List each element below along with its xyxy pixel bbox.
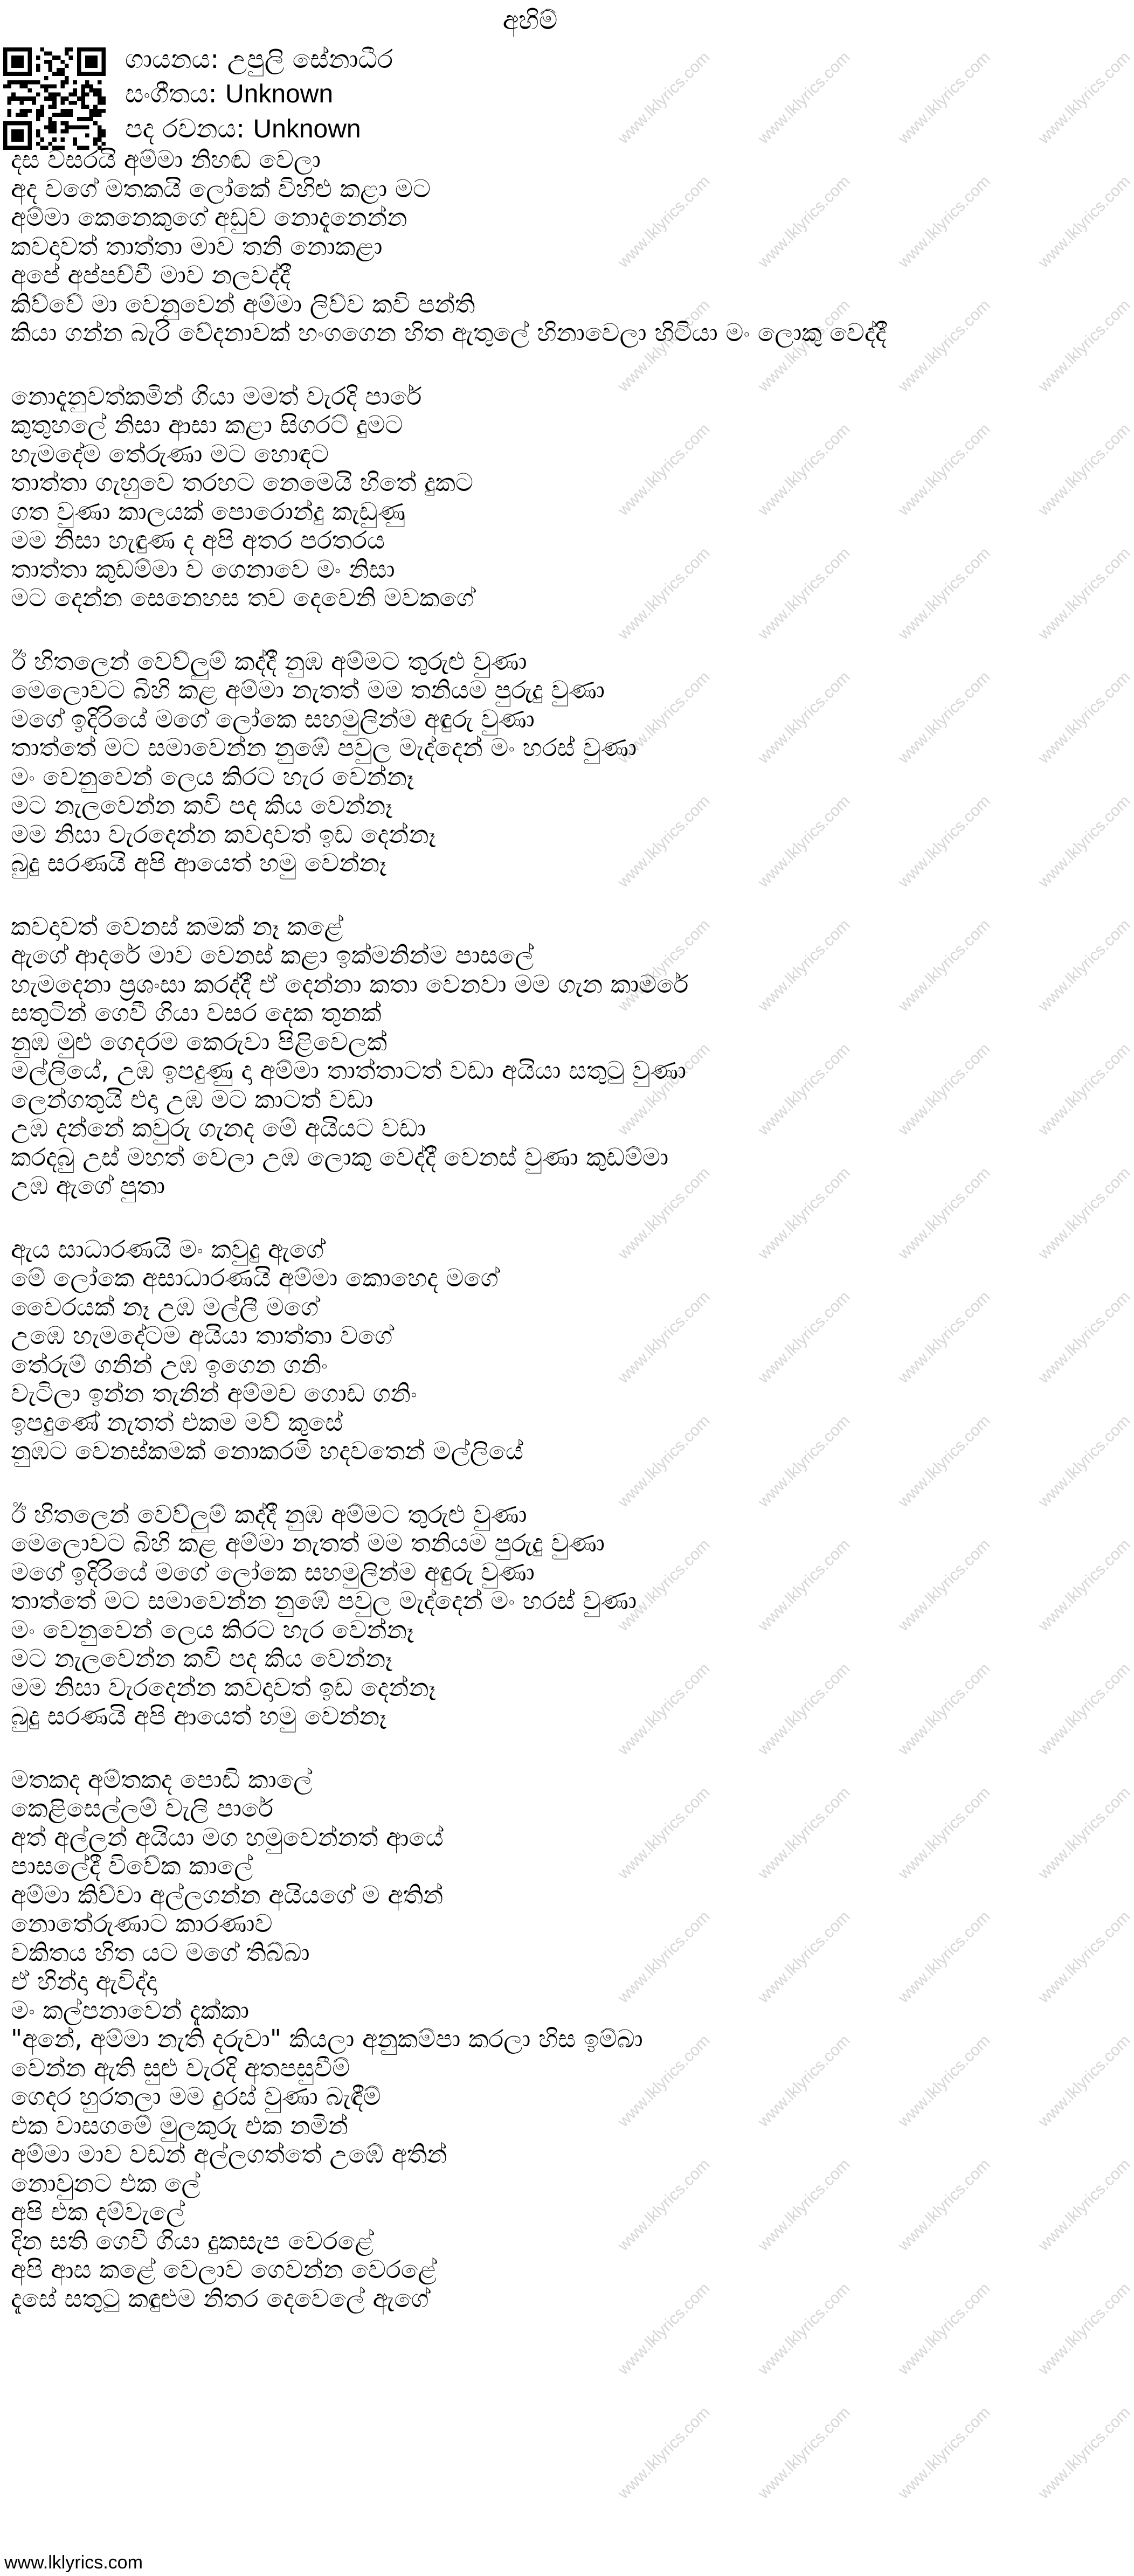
watermark-text: www.lklyrics.com <box>755 1287 854 1387</box>
watermark-text: www.lklyrics.com <box>895 668 994 767</box>
watermark-text: www.lklyrics.com <box>614 2031 714 2131</box>
lyric-line: ඊ හිතලෙන් වෙව්ලුම් කද්දී නුඹ අම්මට තුරුළු වුණා <box>11 1499 527 1529</box>
lyric-line: තාත්තා කුඩම්මා ව ගෙනාවෙ මං නිසා <box>11 554 395 584</box>
watermark-text: www.lklyrics.com <box>1035 1783 1134 1883</box>
lyric-line: උඹෙ හැමදේටම අයියා තාත්තා වගේ <box>11 1321 393 1350</box>
watermark-text: www.lklyrics.com <box>755 1411 854 1511</box>
lyric-line: පාසලේදී විවේක කාලේ <box>11 1851 253 1880</box>
watermark-text: www.lklyrics.com <box>614 1411 714 1511</box>
watermark-text: www.lklyrics.com <box>895 1040 994 1139</box>
lyricist-line <box>125 112 393 147</box>
watermark-text: www.lklyrics.com <box>614 1164 714 1263</box>
watermark-text: www.lklyrics.com <box>1035 172 1134 272</box>
watermark-text: www.lklyrics.com <box>1035 1535 1134 1635</box>
lyric-line: නොවුනට එක ලේ <box>11 2168 200 2198</box>
watermark-text: www.lklyrics.com <box>755 2155 854 2255</box>
watermark-text: www.lklyrics.com <box>1035 2403 1134 2503</box>
lyric-line: අද වගේ මතකයි ලෝකේ විහිළු කළා මට <box>11 174 431 203</box>
watermark-text: www.lklyrics.com <box>755 296 854 396</box>
lyric-line: වෛරයක් නෑ උඹ මල්ලී මගේ <box>11 1292 319 1321</box>
lyric-line: සතුටින් ගෙවී ගියා වසර දෙක තුනක් <box>11 998 382 1027</box>
qr-code-icon[interactable] <box>3 47 106 150</box>
watermark-text: www.lklyrics.com <box>614 48 714 148</box>
watermark-text: www.lklyrics.com <box>614 1040 714 1139</box>
watermark-text: www.lklyrics.com <box>895 2279 994 2379</box>
lyric-line: මල්ලියේ, උඹ ඉපදුණු දා අම්මා තාත්තාටත් වඩා අයියා සතුටු වුණා <box>11 1056 687 1085</box>
lyric-line: මෙලොවට බිහි කළ අම්මා නැතත් මම තනියම පුරුදු වුණා <box>11 675 605 704</box>
lyric-line: උඹ දන්නේ කවුරු ගැනද මේ අයියට වඩා <box>11 1113 426 1142</box>
watermark-text: www.lklyrics.com <box>1035 48 1134 148</box>
watermark-text: www.lklyrics.com <box>755 544 854 643</box>
lyric-line: ගෙදර හුරතලා මම දුරස් වුණා බැඳීම් <box>11 2082 381 2111</box>
watermark-text: www.lklyrics.com <box>755 1164 854 1263</box>
watermark-text: www.lklyrics.com <box>755 420 854 520</box>
lyric-line: උඹ ඇගේ පුතා <box>11 1171 165 1200</box>
lyric-line: අපි එක දම්වැලේ <box>11 2197 185 2226</box>
music-label: සංගීතය: <box>125 79 217 109</box>
lyric-line: ඉපදුණේ නැතත් එකම මව් කුසේ <box>11 1407 343 1437</box>
watermark-text: www.lklyrics.com <box>895 2155 994 2255</box>
watermark-text: www.lklyrics.com <box>895 1164 994 1263</box>
watermark-text: www.lklyrics.com <box>1035 668 1134 767</box>
watermark-text: www.lklyrics.com <box>895 296 994 396</box>
lyric-line: කියා ගන්න බැරි වේදනාවක් හංගගෙන හිත ඇතුලේ හිනාවෙලා හිටියා මං ලොකු වෙද්දී <box>11 318 887 347</box>
lyric-line: මට නැලවෙන්න කවි පද කිය වෙන්නෑ <box>11 791 393 820</box>
watermark-text: www.lklyrics.com <box>895 916 994 1015</box>
watermark-text: www.lklyrics.com <box>755 668 854 767</box>
watermark-text: www.lklyrics.com <box>755 792 854 891</box>
watermark-text: www.lklyrics.com <box>614 1535 714 1635</box>
singer-label: ගායනය: <box>125 44 219 74</box>
stanza <box>11 1765 1055 2314</box>
watermark-text: www.lklyrics.com <box>895 2031 994 2131</box>
lyric-line: මට දෙන්න සෙනෙහස තව දෙවෙනි මවකගේ <box>11 583 474 612</box>
lyric-line: බුදු සරණයි අපි ආයෙත් හමු වෙන්නෑ <box>11 848 386 877</box>
lyric-line: මං වෙනුවෙන් ලෙය කිරට හැර වෙන්නෑ <box>11 1615 414 1644</box>
watermark-text: www.lklyrics.com <box>755 1040 854 1139</box>
watermark-text: www.lklyrics.com <box>755 1907 854 2007</box>
lyric-line: කරදබු උස් මහත් වෙලා උඹ ලොකු වෙද්දී වෙනස් වුණා කුඩම්මා <box>11 1142 669 1172</box>
lyric-line: අපේ අප්පච්චී මාව නලවද්දී <box>11 260 291 289</box>
lyric-line: තාත්තේ මට සමාවෙන්න නුඹේ පවුල මැද්දෙන් මං හරස් වුණා <box>11 733 637 762</box>
lyric-line: ඇය සාධාරණයි මං කවුදු ඇගේ <box>11 1234 324 1264</box>
lyricist-name: Unknown <box>253 115 361 143</box>
lyric-line: ගත වුණා කාලයක් පොරොන්දු කැඩුණු <box>11 496 406 526</box>
lyric-line: කෙළිසෙල්ලම් වැලි පාරේ <box>11 1793 274 1823</box>
music-line <box>125 77 393 112</box>
watermark-text: www.lklyrics.com <box>614 2155 714 2255</box>
lyric-line: අත් අල්ලන් අයියා මග හමුවෙන්නත් ආයේ <box>11 1822 444 1852</box>
lyrics-body <box>11 146 1055 2348</box>
stanza <box>11 912 1055 1201</box>
lyric-line: වකිතය හිත යට මගේ තිබ්බා <box>11 1937 310 1967</box>
watermark-text: www.lklyrics.com <box>614 668 714 767</box>
stanza <box>11 1235 1055 1466</box>
watermark-text: www.lklyrics.com <box>895 2403 994 2503</box>
watermark-text: www.lklyrics.com <box>614 172 714 272</box>
lyric-line: වැටිලා ඉන්න තැනින් අම්මච ගොඩ ගනිං <box>11 1379 417 1408</box>
watermark-text: www.lklyrics.com <box>1035 420 1134 520</box>
watermark-text: www.lklyrics.com <box>1035 1659 1134 1759</box>
stanza <box>11 1500 1055 1731</box>
watermark-text: www.lklyrics.com <box>1035 296 1134 396</box>
song-title: අහිම් <box>502 5 558 36</box>
lyric-line: මතකද අම්තකද පොඩි කාලේ <box>11 1764 313 1794</box>
singer-name: උපුලි සේනාධීර <box>227 44 393 74</box>
watermark-text: www.lklyrics.com <box>895 792 994 891</box>
watermark-text: www.lklyrics.com <box>755 2279 854 2379</box>
watermark-text: www.lklyrics.com <box>755 1783 854 1883</box>
watermark-text: www.lklyrics.com <box>755 1659 854 1759</box>
watermark-text: www.lklyrics.com <box>755 2031 854 2131</box>
watermark-text: www.lklyrics.com <box>755 1535 854 1635</box>
watermark-text: www.lklyrics.com <box>614 1907 714 2007</box>
watermark-text: www.lklyrics.com <box>614 544 714 643</box>
lyric-line: ඒ හින්දා ඇවිද්දා <box>11 1966 157 1996</box>
lyric-line: හැමදෙනා ප්‍රශංසා කරද්දී ඒ දෙන්නා කතා වෙනවා මම ගැන කාමරේ <box>11 969 689 999</box>
footer-site-url[interactable]: www.lklyrics.com <box>4 2552 143 2573</box>
watermark-text: www.lklyrics.com <box>614 1783 714 1883</box>
lyric-line: මේ ලෝකෙ අසාධාරණයි අම්මා කොහෙද මගේ <box>11 1263 499 1292</box>
watermark-text: www.lklyrics.com <box>1035 792 1134 891</box>
watermark-text: www.lklyrics.com <box>1035 1164 1134 1263</box>
lyric-line: මෙලොවට බිහි කළ අම්මා නැතත් මම තනියම පුරුදු වුණා <box>11 1528 605 1557</box>
lyric-line: මම නිසා වැරදෙන්න කවදාවත් ඉඩ දෙන්නෑ <box>11 1672 436 1702</box>
watermark-text: www.lklyrics.com <box>614 1287 714 1387</box>
lyric-line: ඇගේ ආදරේ මාව වෙනස් කළා ඉක්මනින්ම පාසලේ <box>11 940 534 970</box>
watermark-text: www.lklyrics.com <box>614 2403 714 2503</box>
lyric-line: මම නිසා වැරදෙන්න කවදාවත් ඉඩ දෙන්නෑ <box>11 819 436 849</box>
watermark-text: www.lklyrics.com <box>614 2279 714 2379</box>
watermark-text: www.lklyrics.com <box>614 1659 714 1759</box>
singer-line <box>125 42 393 77</box>
lyric-line: අපි ආස කළේ වෙලාව ගෙවන්න වෙරළේ <box>11 2255 437 2284</box>
lyric-line: ලෙන්ගතුයි එදා උඹ මට කාටත් වඩා <box>11 1084 374 1114</box>
stanza <box>11 146 1055 348</box>
watermark-text: www.lklyrics.com <box>895 1535 994 1635</box>
lyric-line: එක වාසගමේ මුලකුරු එක නමින් <box>11 2110 348 2140</box>
lyric-line: ඊ හිතලෙන් වෙව්ලුම් කද්දී නුඹ අම්මට තුරුළු වුණා <box>11 646 527 676</box>
watermark-text: www.lklyrics.com <box>1035 1287 1134 1387</box>
lyric-line: තාත්තා ගැහුවෙ තරහට නෙමෙයි හිතේ දුකට <box>11 468 474 497</box>
watermark-text: www.lklyrics.com <box>755 2403 854 2503</box>
lyric-line: නුඹට වෙනස්කමක් නොකරමි හදවතෙන් මල්ලියේ <box>11 1436 524 1465</box>
watermark-text: www.lklyrics.com <box>1035 2031 1134 2131</box>
watermark-text: www.lklyrics.com <box>895 544 994 643</box>
lyric-line: නොතේරුණාට කාරණාව <box>11 1909 273 1938</box>
lyric-line: මගේ ඉදිරියේ මගේ ලෝකෙ සහමුලින්ම අඳුරු වුණා <box>11 1557 535 1587</box>
lyric-line: මට නැලවෙන්න කවි පද කිය වෙන්නෑ <box>11 1644 393 1673</box>
lyric-line: මම නිසා හැඳුණ ද අපි අතර පරතරය <box>11 525 385 555</box>
watermark-text: www.lklyrics.com <box>895 172 994 272</box>
watermark-text: www.lklyrics.com <box>755 916 854 1015</box>
watermark-text: www.lklyrics.com <box>895 48 994 148</box>
watermark-text: www.lklyrics.com <box>895 1411 994 1511</box>
watermark-text: www.lklyrics.com <box>1035 544 1134 643</box>
watermark-text: www.lklyrics.com <box>755 48 854 148</box>
watermark-text: www.lklyrics.com <box>755 172 854 272</box>
lyric-line: අම්මා කෙනෙකුගේ අඩුව නොදැනෙන්න <box>11 203 407 232</box>
lyric-line: මං වෙනුවෙන් ලෙය කිරට හැර වෙන්නෑ <box>11 761 414 791</box>
lyric-line: කිව්වේ මා වෙනුවෙන් අම්මා ලිව්ව කවි පන්ති <box>11 289 475 318</box>
lyric-line: මගේ ඉදිරියේ මගේ ලෝකෙ සහමුලින්ම අඳුරු වුණා <box>11 704 535 733</box>
song-meta <box>125 42 393 147</box>
lyric-line: නොදැනුවත්කමින් ගියා මමත් වැරදි පාරේ <box>11 381 422 411</box>
watermark-text: www.lklyrics.com <box>895 420 994 520</box>
lyric-line: තේරුම් ගනින් උඹ ඉගෙන ගනිං <box>11 1349 328 1379</box>
lyric-line: තාත්තේ මට සමාවෙන්න නුඹේ පවුල මැද්දෙන් මං හරස් වුණා <box>11 1586 637 1615</box>
watermark-text: www.lklyrics.com <box>1035 1040 1134 1139</box>
watermark-text: www.lklyrics.com <box>614 916 714 1015</box>
stanza <box>11 647 1055 878</box>
lyric-line: "අනේ, අම්මා නැති දරුවා" කියලා අනුකම්පා කරලා හිස ඉම්බා <box>11 2024 643 2053</box>
lyric-line: වෙන්න ඇති සුළු වැරදි අතපසුවීම් <box>11 2053 350 2082</box>
lyric-line: හැමදේම තේරුණා මට හොඳට <box>11 439 329 468</box>
lyric-line: බුදු සරණයි අපි ආයෙත් හමු වෙන්නෑ <box>11 1701 386 1730</box>
watermark-text: www.lklyrics.com <box>1035 916 1134 1015</box>
lyricist-label: පද රචනය: <box>125 114 245 144</box>
watermark-text: www.lklyrics.com <box>895 1783 994 1883</box>
lyric-line: කවදාවත් වෙනස් කමක් නෑ කළේ <box>11 911 343 941</box>
lyric-line: දැසේ සතුටු කඳුළුම නිතර දෙවෙලේ ඇගේ <box>11 2283 429 2313</box>
lyric-line: මං කල්පනාවෙන් දැක්කා <box>11 1995 250 2025</box>
watermark-text: www.lklyrics.com <box>614 296 714 396</box>
watermark-text: www.lklyrics.com <box>1035 2279 1134 2379</box>
music-composer: Unknown <box>225 80 334 108</box>
watermark-text: www.lklyrics.com <box>1035 1907 1134 2007</box>
lyric-line: දස වසරයි අම්මා නිහඬ වෙලා <box>11 145 321 174</box>
watermark-text: www.lklyrics.com <box>1035 1411 1134 1511</box>
watermark-text: www.lklyrics.com <box>614 792 714 891</box>
watermark-text: www.lklyrics.com <box>895 1659 994 1759</box>
lyric-line: අම්මා කිව්වා අල්ලගන්න අයියගේ ම අතින් <box>11 1880 444 1909</box>
lyric-line: කවදාවත් තාත්තා මාව තනි නොකළා <box>11 231 383 261</box>
watermark-text: www.lklyrics.com <box>614 420 714 520</box>
lyric-line: කුතුහලේ නිසා ආසා කළා සිගරට් දුමට <box>11 410 403 439</box>
watermark-text: www.lklyrics.com <box>1035 2155 1134 2255</box>
stanza <box>11 382 1055 613</box>
lyric-line: අම්මා මාව වඩන් අල්ලගත්තේ උඹේ අතින් <box>11 2139 447 2169</box>
watermark-text: www.lklyrics.com <box>895 1907 994 2007</box>
lyric-line: නුඹ මුළු ගෙදරම කෙරුවා පිළිවෙලක් <box>11 1027 388 1056</box>
lyric-line: දින සති ගෙවී ගියා දුකසැප වෙරළේ <box>11 2226 374 2255</box>
watermark-text: www.lklyrics.com <box>895 1287 994 1387</box>
